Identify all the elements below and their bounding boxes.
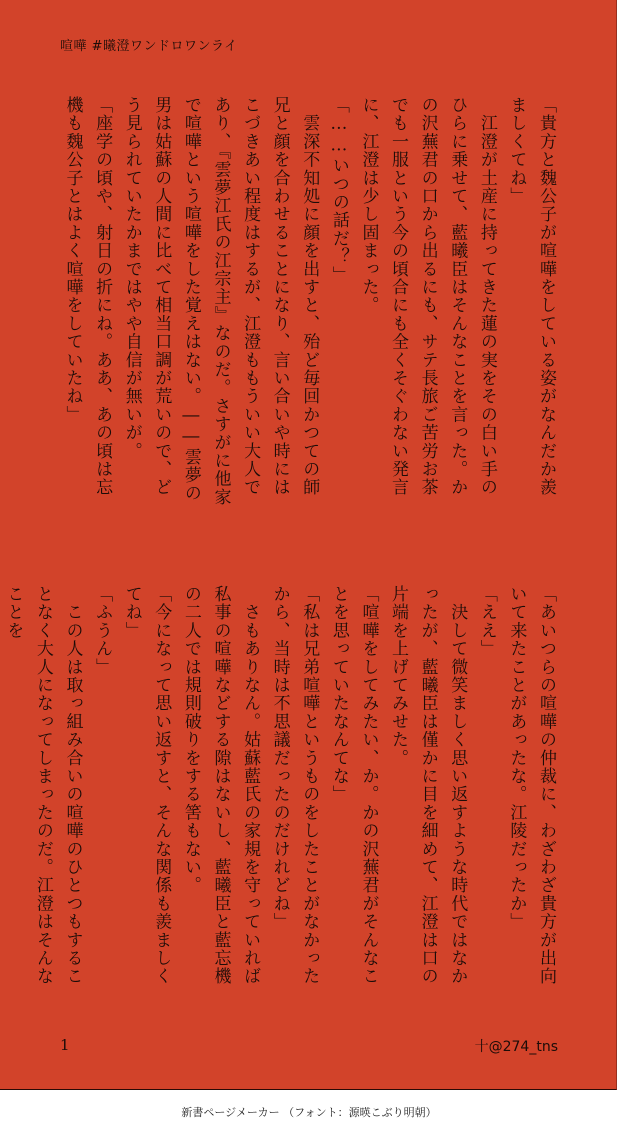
paragraph: 「ふうん」	[92, 585, 113, 676]
paragraph: 「貴方と魏公子が喧嘩をしている姿がなんだか羨ましくてね」	[506, 96, 556, 497]
generator-credit: 新書ページメーカー （フォント：源暎こぶり明朝）	[181, 1106, 437, 1119]
text-column-bottom	[0, 585, 560, 1001]
text-column-top	[57, 96, 560, 512]
paragraph: 「ええ」	[476, 585, 497, 658]
paragraph: 「私は兄弟喧嘩というものをしたことがなかったから、当時は不思議だったのだけれどね」	[269, 585, 320, 986]
paragraph: 「座学の頃や、射日の折にね。ああ、あの頃は忘機も魏公子とはよく喧嘩をしていたね」	[62, 96, 113, 497]
paragraph: 決して微笑ましく思い返すような時代ではなかったが、藍曦臣は僅かに目を細めて、江澄は口の片端を上げてみせた。	[388, 585, 468, 986]
page-header: 喧嘩 #曦澄ワンドロワンライ	[60, 39, 238, 54]
page-number: 1	[60, 1036, 70, 1054]
paragraph: 「喧嘩をしてみたい、か。かの沢蕪君がそんなことを思っていたなんてな」	[328, 585, 379, 986]
paragraph: この人は取っ組み合いの喧嘩のひとつもすることなく大人になってしまったのだ。江澄はそんなことを	[3, 585, 83, 986]
paragraph: 江澄が土産に持ってきた蓮の実をその白い手のひらに乗せて、藍曦臣はそんなことを言った。かの沢蕪君の口から出るにも、サテ長旅ご苦労お茶でも一服という今の頃合にも全くそぐわない発言に、江澄は少し固まった。	[358, 96, 497, 497]
paragraph: 「あいつらの喧嘩の仲裁に、わざわざ貴方が出向いて来たことがあったな。江陵だったか」	[506, 585, 556, 986]
paragraph: さもありなん。姑蘇藍氏の家規を守っていれば私事の喧嘩などする隙はないし、藍曦臣と藍忘機の二人では規則破りをする筈もない。	[180, 585, 261, 986]
author-handle: 十@274_tns	[474, 1039, 558, 1055]
paragraph: 雲深不知処に顔を出すと、殆ど毎回かつての師兄と顔を合わせることになり、言い合いや時にはこづきあい程度はするが、江澄ももういい大人であり、『雲夢江氏の江宗主』なのだ。さすがに他家で喧嘩という喧嘩をした覚えはない。――雲夢の男は姑蘇の人間に比べて相当口調が荒いので、どう見られていたかまではやや自信が無いが。	[121, 96, 320, 507]
paragraph: 「……いつの話だ？」	[328, 96, 349, 284]
paragraph: 「今になって思い返すと、そんな関係も羨ましくてね」	[121, 585, 172, 986]
